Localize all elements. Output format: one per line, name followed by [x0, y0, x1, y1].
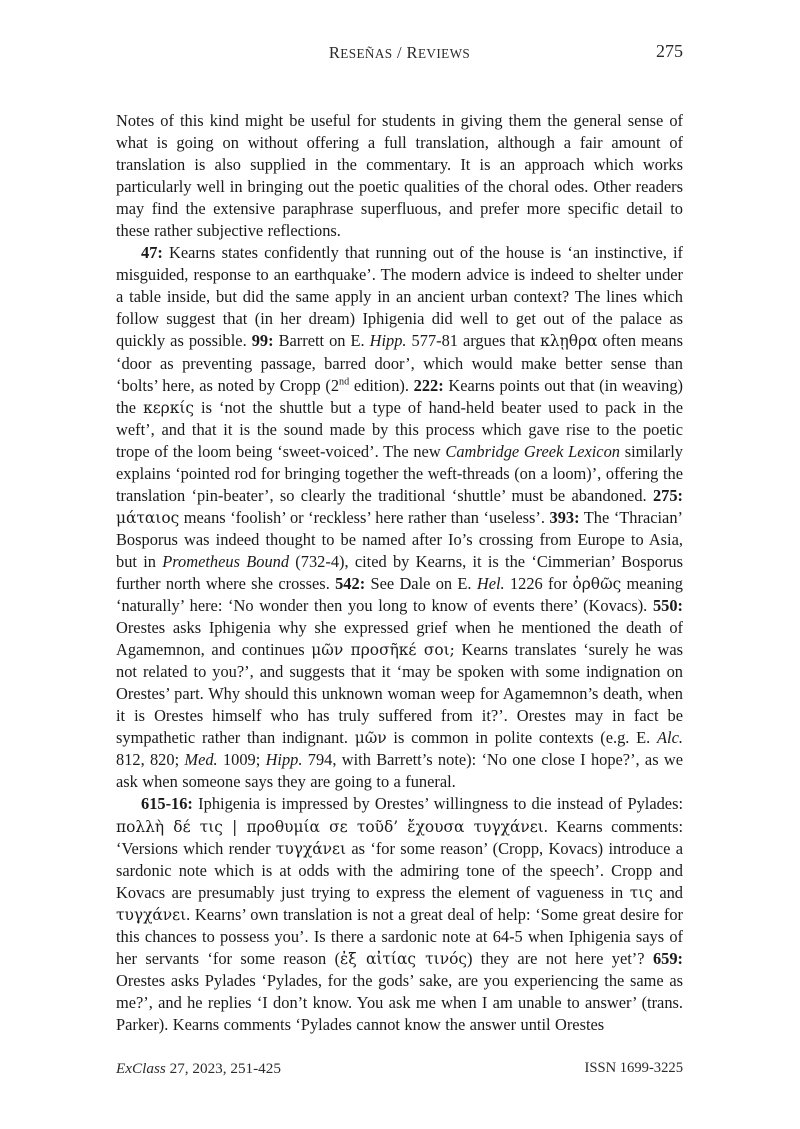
- line-ref-659: 659:: [652, 948, 683, 968]
- title-med: Med.: [184, 750, 218, 770]
- line-ref-615-16: 615-16:: [141, 794, 193, 814]
- greek-mataios: μάταιος: [116, 508, 180, 527]
- title-hel: Hel.: [476, 573, 505, 593]
- page-footer: [116, 1060, 683, 1082]
- greek-ex-aitias-tinos: ἐξ αἰτίας τινός: [340, 949, 467, 968]
- footer-citation: [116, 1060, 281, 1078]
- ordinal-suffix: nd: [339, 376, 350, 388]
- title-hipp-2: Hipp.: [265, 750, 303, 770]
- paragraph-notes-a: 47: Kearns states confidently that running out of the house is ‘an instinctive, if misguided, response to an earthquake’. The modern advice is indeed to shelter under a table inside, but did the same apply in an ancient urban context? The lines which follow suggest that (in her dream) Iphigenia did well to get out of the palace as quickly as possible. 99: Barrett on E. Hipp. 577-81 argues that κλῃθρα often means ‘door as preventing passage, barred door’, which would make better sense than ‘bolts’ here, as noted by Cropp (2nd edition). 222: Kearns points out that (in weaving) the κερκίς is ‘not the shuttle but a type of hand-held beater used to pack in the weft’, and that it is the sound made by this process which gave rise to the poetic trope of the loom being ‘sweet-voiced’. The new Cambridge Greek Lexicon similarly explains ‘pointed rod for bringing together the weft-threads (on a loom)’, offering the translation ‘pin-beater’, so clearly the traditional ‘shuttle’ must be abandoned. 275: μάταιος means ‘foolish’ or ‘reckless’ here rather than ‘useless’. 393: The ‘Thracian’ Bosporus was indeed thought to be named after Io’s crossing from Europe to Asia, but in Prometheus Bound (732-4), cited by Kearns, it is the ‘Cimmerian’ Bosporus further north where she crosses. 542: See Dale on E. Hel. 1226 for ὀρθῶς meaning ‘naturally’ here: ‘No wonder then you long to know of events there’ (Kovacs). 550: Orestes asks Iphigenia why she expressed grief when he mentioned the death of Agamemnon, and continues μῶν προσῆκέ σοι; Kearns translates ‘surely he was not related to you?’, and suggests that it ‘may be spoken with some indignation on Orestes’ part. Why should this unknown woman weep for Agamemnon’s death, when it is Orestes himself who has truly suffered from it?’. Orestes may in fact be sympathetic rather than indignant. μῶν is common in polite contexts (e.g. E. Alc. 812, 820; Med. 1009; Hipp. 794, with Barrett’s note): ‘No one close I hope?’, as we ask when someone says they are going to a funeral.: [116, 243, 684, 792]
- running-head: [116, 43, 683, 65]
- running-head-word1-initial: R: [328, 43, 341, 62]
- running-head-title: [329, 43, 470, 63]
- line-ref-550: 550:: [652, 596, 683, 616]
- greek-orthos: ὀρθῶς: [572, 574, 622, 593]
- line-ref-99: 99:: [251, 331, 274, 351]
- title-hipp: Hipp.: [369, 331, 407, 351]
- greek-polle-de-tis: πολλὴ δέ τις | προθυμία σε τοῦδ’ ἔχουσα τυγχάνει: [116, 817, 544, 836]
- greek-mon: μῶν: [354, 729, 387, 748]
- paragraph-notes-b: 615-16: Iphigenia is impressed by Orestes’ willingness to die instead of Pylades: πολλὴ δέ τις | προθυμία σε τοῦδ’ ἔχουσα τυγχάνει. Kearns comments: ‘Versions which render τυγχάνει as ‘for some reason’ (Cropp, Kovacs) introduce a sardonic note which is at odds with the admiring tone of the speech’. Cropp and Kovacs are presumably just trying to express the element of vagueness in τις and τυγχάνει. Kearns’ own translation is not a great deal of help: ‘Some great desire for this chances to possess you’. Is there a sardonic note at 64-5 when Iphigenia says of her servants ‘for some reason (ἐξ αἰτίας τινός) they are not here yet’? 659: Orestes asks Pylades ‘Pylades, for the gods’ sake, are you experiencing the same as me?’, and he replies ‘I don’t know. You ask me when I am unable to answer’ (trans. Parker). Kearns comments ‘Pylades cannot know the answer until Orestes: [116, 794, 684, 1034]
- title-prometheus-bound: Prometheus Bound: [162, 551, 290, 571]
- line-ref-222: 222:: [413, 375, 444, 395]
- line-ref-542: 542:: [335, 573, 366, 593]
- title-cambridge-greek-lexicon: Cambridge Greek Lexicon: [445, 441, 620, 461]
- running-head-word2-initial: R: [406, 43, 418, 62]
- footer-issn: ISSN 1699-3225: [584, 1060, 683, 1076]
- line-ref-275: 275:: [652, 485, 683, 505]
- text-column: [116, 110, 683, 1036]
- footer-citation-detail: 27, 2023, 251-425: [165, 1060, 281, 1077]
- greek-tis: τις: [629, 883, 653, 902]
- title-alc: Alc.: [657, 728, 683, 748]
- greek-mon-prosece-soi: μῶν προσῆκέ σοι;: [311, 641, 455, 660]
- line-ref-393: 393:: [549, 507, 580, 527]
- greek-tunchanei-2: τυγχάνει: [116, 905, 187, 924]
- footer-journal-name: ExClass: [116, 1060, 166, 1077]
- running-head-word2-rest: EVIEWS: [417, 46, 471, 61]
- greek-klethra: κλῃθρα: [540, 332, 598, 351]
- greek-tunchanei: τυγχάνει: [275, 839, 347, 858]
- running-head-separator: /: [392, 43, 407, 62]
- greek-kerkis: κερκίς: [143, 398, 194, 417]
- running-head-word1-rest: ESEÑAS: [340, 46, 393, 61]
- paragraph-intro: Notes of this kind might be useful for students in giving them the general sense of what is going on without offering a full translation, although a fair amount of translation is also supplied in the commentary. It is an approach which works particularly well in bringing out the poetic qualities of the choral odes. Other readers may find the extensive paraphrase superfluous, and prefer more specific detail to these rather subjective reflections.: [116, 111, 683, 241]
- line-ref-47: 47:: [141, 243, 163, 263]
- page-number: 275: [656, 41, 683, 61]
